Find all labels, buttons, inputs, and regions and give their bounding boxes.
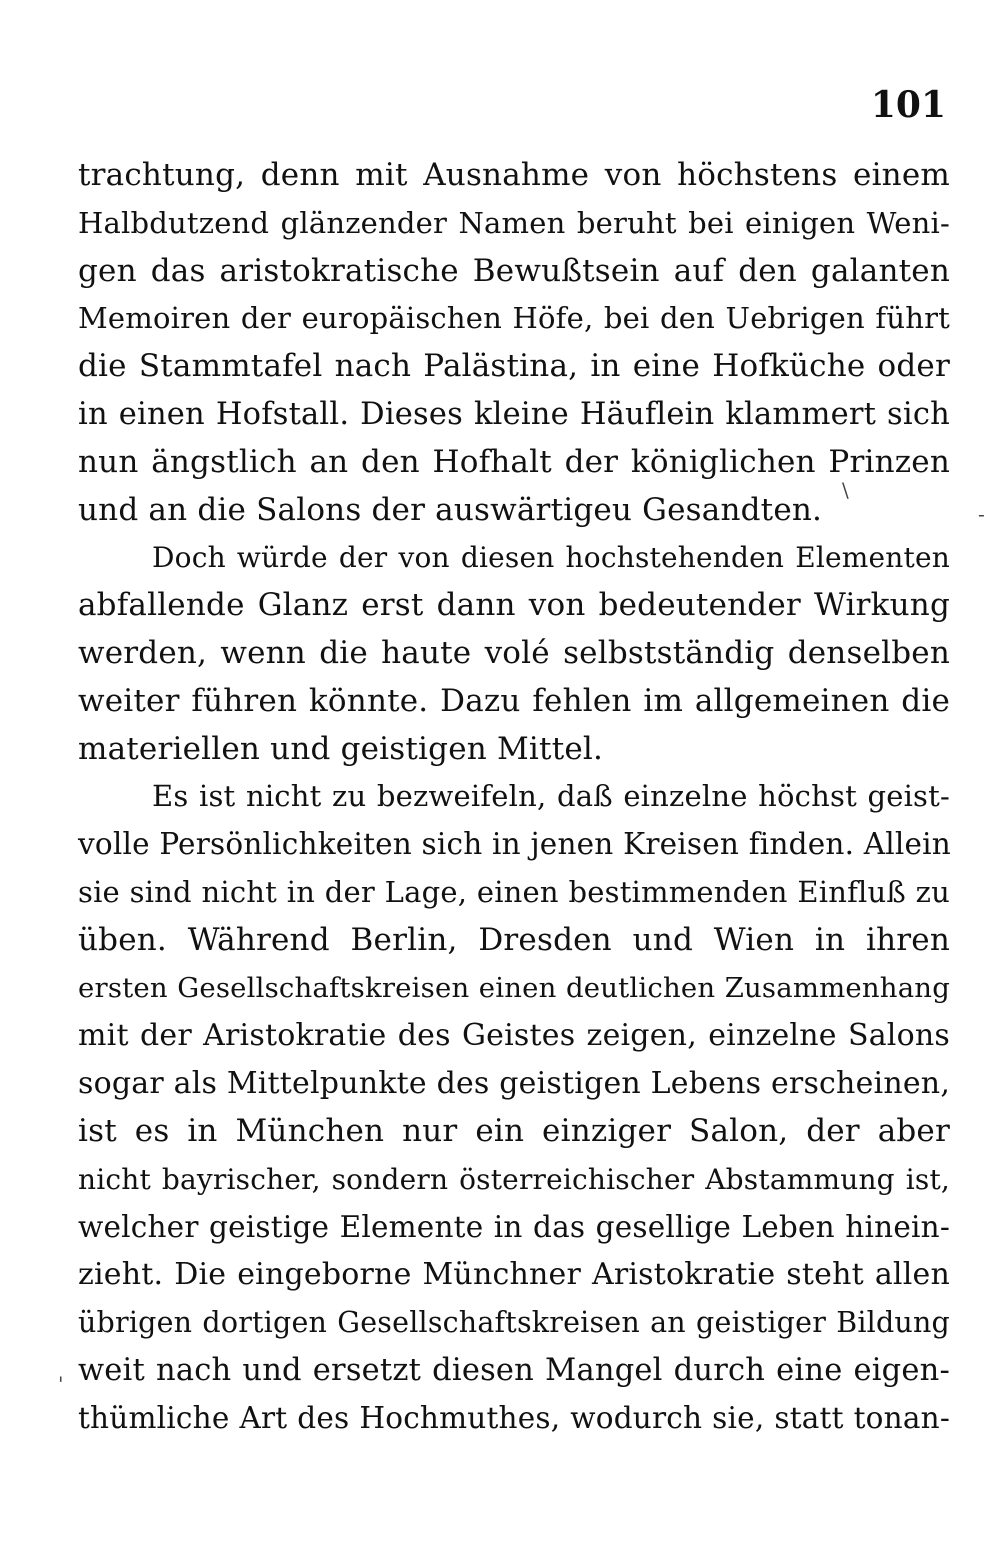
text-line: welcher geistige Elemente in das gesellige Leben hinein- [78, 1209, 950, 1244]
text-line: die Stammtafel nach Palästina, in eine Hofküche oder [78, 348, 950, 385]
body-text [78, 152, 950, 1443]
stray-mark: - [978, 502, 985, 526]
text-line: üben. Während Berlin, Dresden und Wien in ihren [78, 921, 950, 958]
text-line: Memoiren der europäischen Höfe, bei den Uebrigen führt [78, 301, 950, 336]
text-line: ersten Gesellschaftskreisen einen deutlichen Zusammenhang [78, 971, 950, 1004]
text-line: in einen Hofstall. Dieses kleine Häuflein klammert sich [78, 396, 950, 432]
stray-mark: ' [58, 1372, 64, 1396]
text-line: weit nach und ersetzt diesen Mangel durch eine eigen- [78, 1352, 950, 1388]
text-line: Halbdutzend glänzender Namen beruht bei einigen Weni- [78, 205, 950, 240]
text-line: nun ängstlich an den Hofhalt der königlichen Prinzen [78, 443, 950, 480]
text-line: sie sind nicht in der Lage, einen bestimmenden Einfluß zu [78, 874, 950, 909]
text-line: werden, wenn die haute volé selbstständig denselben [78, 634, 950, 671]
text-line: ist es in München nur ein einziger Salon, der aber [78, 1112, 950, 1149]
page-number: 101 [870, 84, 946, 126]
text-line: nicht bayrischer, sondern österreichischer Abstammung ist, [78, 1162, 950, 1196]
stray-mark: \ [842, 478, 849, 502]
text-line: und an die Salons der auswärtigeu Gesandten. [78, 491, 823, 528]
text-line: materiellen und geistigen Mittel. [78, 730, 604, 767]
text-line: zieht. Die eingeborne Münchner Aristokratie steht allen [78, 1257, 950, 1293]
text-line: volle Persönlichkeiten sich in jenen Kreisen finden. Allein [78, 827, 952, 862]
text-line: gen das aristokratische Bewußtsein auf den galanten [78, 252, 950, 289]
text-line: trachtung, denn mit Ausnahme von höchstens einem [78, 157, 950, 193]
text-line: Es ist nicht zu bezweifeln, daß einzelne höchst geist- [152, 779, 950, 814]
text-line: übrigen dortigen Gesellschaftskreisen an geistiger Bildung [78, 1306, 950, 1340]
text-line: thümliche Art des Hochmuthes, wodurch sie, statt tonan- [78, 1400, 950, 1435]
text-line: abfallende Glanz erst dann von bedeutender Wirkung [78, 587, 950, 624]
text-line: mit der Aristokratie des Geistes zeigen, einzelne Salons [78, 1018, 950, 1054]
text-line: sogar als Mittelpunkte des geistigen Lebens erscheinen, [78, 1066, 951, 1102]
text-line: Doch würde der von diesen hochstehenden Elementen [152, 541, 950, 575]
text-line: weiter führen könnte. Dazu fehlen im allgemeinen die [78, 682, 950, 719]
